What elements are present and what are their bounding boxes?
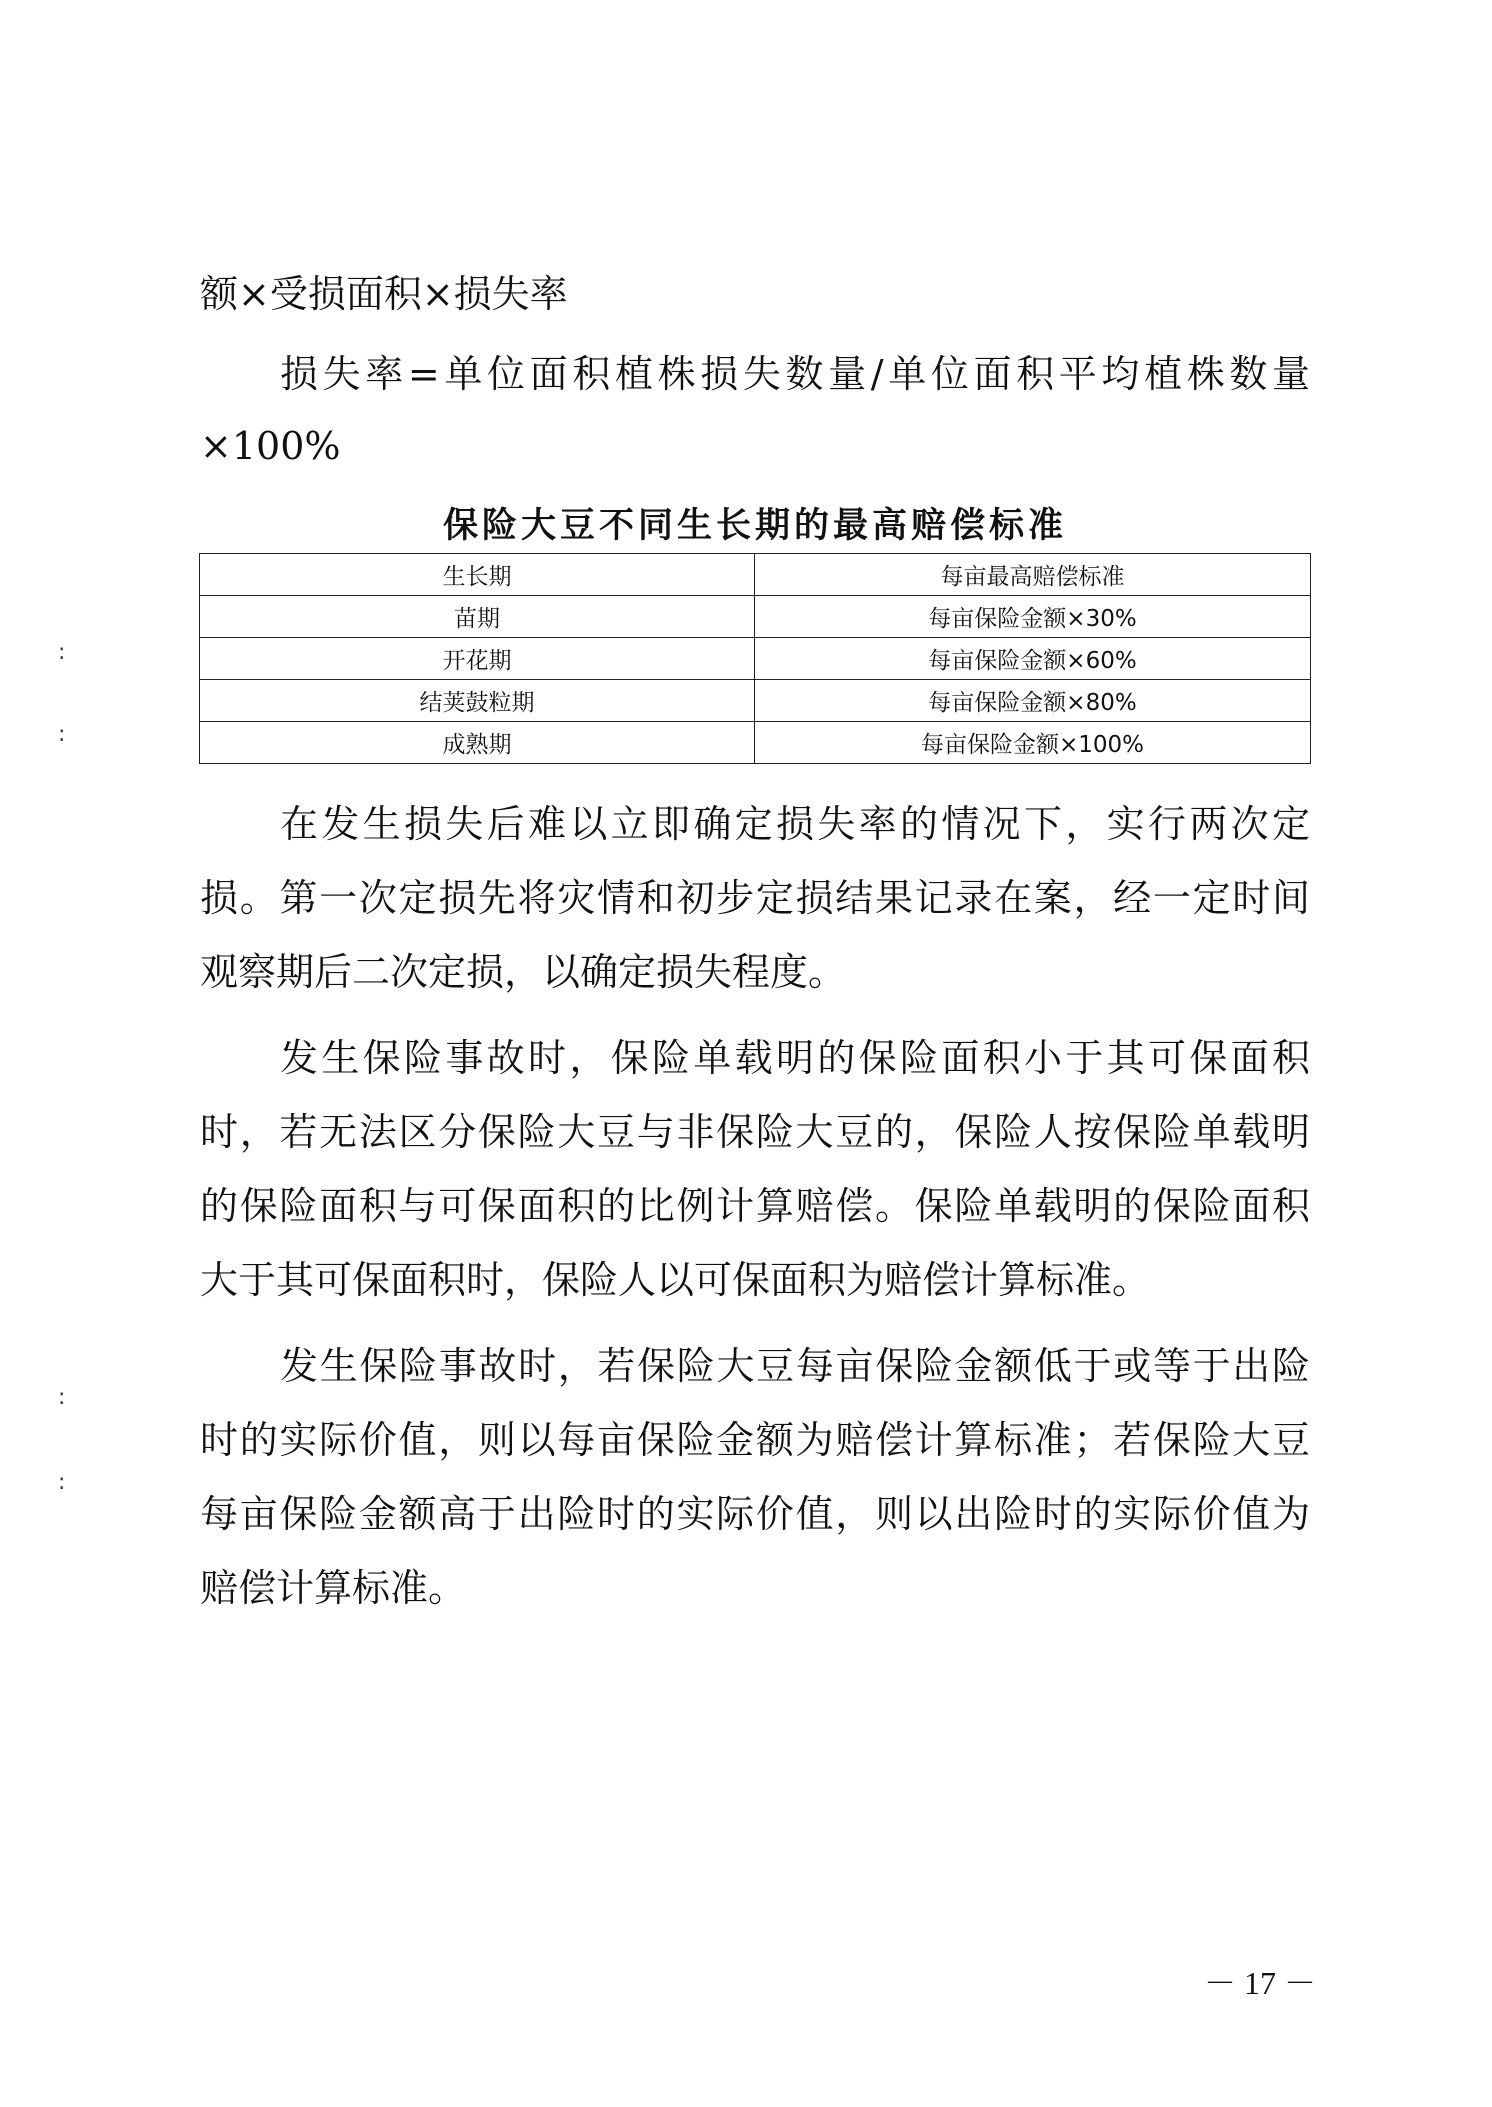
table-row: [200, 596, 1311, 638]
page-number: － 17 －: [1203, 1965, 1316, 2001]
formula-line-2: 损失率=单位面积植株损失数量/单位面积平均植株数量: [280, 352, 1310, 396]
table-cell-stage: 苗期: [200, 596, 755, 638]
paragraph-2-line-4: 大于其可保面积时，保险人以可保面积为赔偿计算标准。: [200, 1258, 1151, 1302]
binding-hole-mark: :: [58, 1385, 66, 1410]
paragraph-3-line-1: 发生保险事故时，若保险大豆每亩保险金额低于或等于出险: [280, 1344, 1310, 1388]
table-header-row: [200, 554, 1311, 596]
table-header-cell: 每亩最高赔偿标准: [755, 554, 1311, 596]
table-cell-stage: 结荚鼓粒期: [200, 680, 755, 722]
paragraph-3-line-4: 赔偿计算标准。: [200, 1566, 467, 1610]
paragraph-3-line-3: 每亩保险金额高于出险时的实际价值，则以出险时的实际价值为: [200, 1492, 1310, 1536]
formula-line-1: 额×受损面积×损失率: [200, 272, 568, 316]
binding-hole-mark: :: [58, 722, 66, 747]
table-header-cell: 生长期: [200, 554, 755, 596]
table-row: [200, 638, 1311, 680]
binding-hole-mark: :: [58, 640, 66, 665]
table-row: [200, 722, 1311, 764]
table-cell-standard: 每亩保险金额×60%: [755, 638, 1311, 680]
table-row: [200, 680, 1311, 722]
table-cell-stage: 成熟期: [200, 722, 755, 764]
table-cell-standard: 每亩保险金额×30%: [755, 596, 1311, 638]
formula-line-3: ×100%: [200, 424, 341, 468]
paragraph-1-line-1: 在发生损失后难以立即确定损失率的情况下，实行两次定: [280, 802, 1310, 846]
paragraph-1-line-2: 损。第一次定损先将灾情和初步定损结果记录在案，经一定时间: [200, 876, 1310, 920]
table-title: 保险大豆不同生长期的最高赔偿标准: [442, 505, 1067, 546]
table-cell-stage: 开花期: [200, 638, 755, 680]
paragraph-1-line-3: 观察期后二次定损，以确定损失程度。: [200, 950, 847, 994]
binding-hole-mark: :: [58, 1470, 66, 1495]
paragraph-2-line-3: 的保险面积与可保面积的比例计算赔偿。保险单载明的保险面积: [200, 1184, 1310, 1228]
paragraph-2-line-1: 发生保险事故时，保险单载明的保险面积小于其可保面积: [280, 1036, 1310, 1080]
table-cell-standard: 每亩保险金额×80%: [755, 680, 1311, 722]
compensation-table: [199, 553, 1311, 764]
paragraph-2-line-2: 时，若无法区分保险大豆与非保险大豆的，保险人按保险单载明: [200, 1110, 1310, 1154]
table-cell-standard: 每亩保险金额×100%: [755, 722, 1311, 764]
paragraph-3-line-2: 时的实际价值，则以每亩保险金额为赔偿计算标准；若保险大豆: [200, 1418, 1310, 1462]
